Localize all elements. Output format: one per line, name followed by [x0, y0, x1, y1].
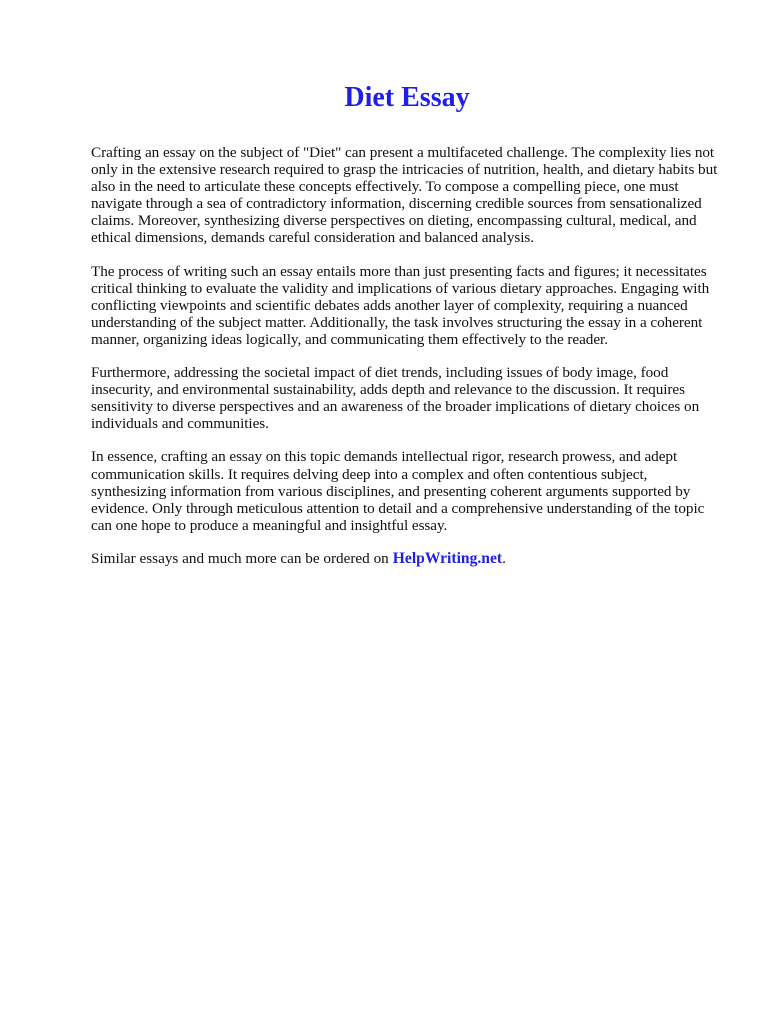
paragraph-4: In essence, crafting an essay on this topic demands intellectual rigor, research prowess, and adept communication skills. It requires delving deep into a complex and often contentious subject, synthesizing information from various disciplines, and presenting coherent arguments supported by evidence. Only through meticulous attention to detail and a comprehensive understanding of the topic can one hope to produce a meaningful and insightful essay. — [91, 448, 705, 534]
helpwriting-link[interactable]: HelpWriting.net — [392, 549, 503, 567]
paragraph-3: Furthermore, addressing the societal impact of diet trends, including issues of body image, food insecurity, and environmental sustainability, adds depth and relevance to the discussion. It requires sensitivity to diverse perspectives and an awareness of the broader implications of dietary choices on individuals and communities. — [91, 364, 700, 433]
paragraph-1: Crafting an essay on the subject of "Diet" can present a multifaceted challenge. The complexity lies not only in the extensive research required to grasp the intricacies of nutrition, health, and dietary habits but also in the need to articulate these concepts effectively. To compose a compelling piece, one must navigate through a sea of contradictory information, discerning credible sources from sensationalized claims. Moreover, synthesizing diverse perspectives on dieting, encompassing cultural, medical, and ethical dimensions, demands careful consideration and balanced analysis. — [91, 144, 718, 247]
document-title: Diet Essay — [344, 82, 470, 113]
paragraph-2: The process of writing such an essay entails more than just presenting facts and figures; it necessitates critical thinking to evaluate the validity and implications of various dietary approaches. Engaging with conflicting viewpoints and scientific debates adds another layer of complexity, requiring a nuanced understanding of the subject matter. Additionally, the task involves structuring the essay in a coherent manner, organizing ideas logically, and communicating them effectively to the reader. — [91, 262, 710, 348]
closing-line — [91, 550, 724, 567]
closing-text: Similar essays and much more can be ordered on — [91, 549, 389, 567]
closing-period: . — [502, 549, 506, 567]
